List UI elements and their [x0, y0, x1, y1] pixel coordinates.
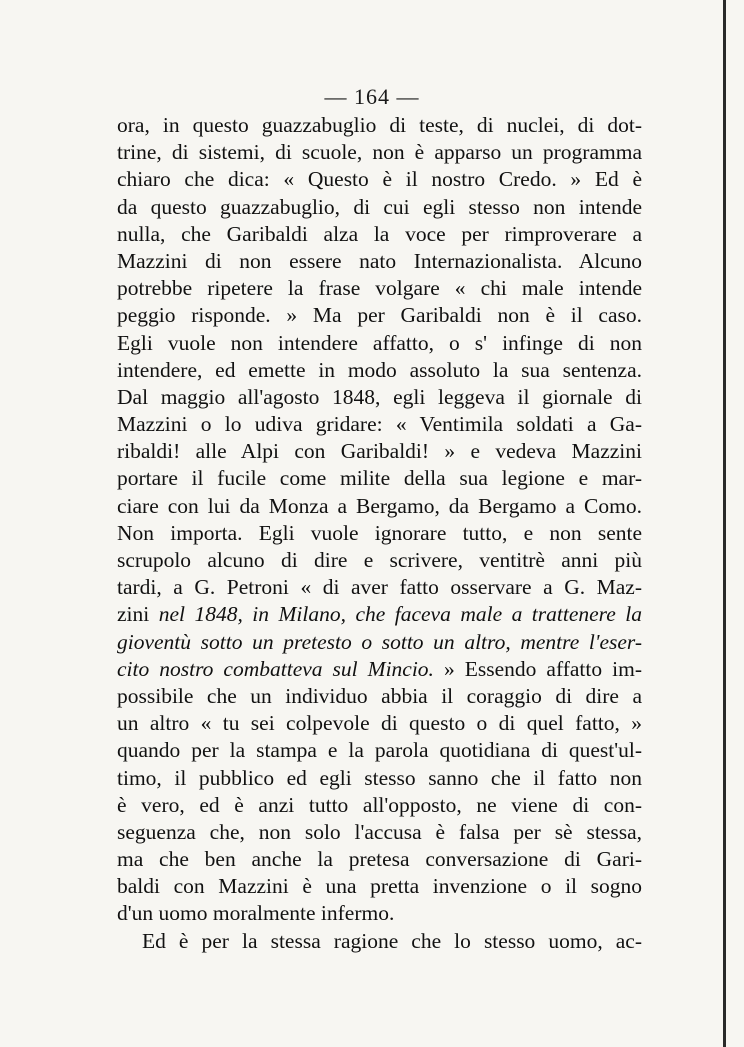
text-line [117, 112, 642, 139]
page-edge-line [723, 0, 726, 1047]
text-segment: intendere, ed emette in modo assoluto la sua sentenza. [117, 357, 642, 382]
text-line [117, 792, 642, 819]
text-line [117, 765, 642, 792]
text-line [117, 710, 642, 737]
text-segment: chiaro che dica: « Questo è il nostro Credo. » Ed è [117, 167, 642, 192]
text-line [117, 683, 642, 710]
text-segment: ora, in questo guazzabuglio di teste, di nuclei, di dot- [117, 113, 642, 137]
text-line [117, 900, 642, 927]
text-segment: Mazzini di non essere nato Internazionalista. Alcuno [117, 248, 642, 273]
text-segment: » Essendo affatto im- [433, 656, 642, 681]
text-line [117, 574, 642, 601]
text-line [117, 520, 642, 547]
text-segment: Ed è per la stessa ragione che lo stesso uomo, ac- [142, 928, 642, 953]
text-segment: trine, di sistemi, di scuole, non è apparso un programma [117, 140, 642, 165]
text-line [117, 139, 642, 166]
text-line [117, 547, 642, 574]
text-segment: scrupolo alcuno di dire e scrivere, ventitrè anni più [117, 548, 642, 572]
text-line [117, 194, 642, 221]
text-segment: Mazzini o lo udiva gridare: « Ventimila soldati a Ga- [117, 412, 642, 437]
text-segment: Dal maggio all'agosto 1848, egli leggeva il giornale di [117, 384, 642, 409]
text-line [117, 411, 642, 438]
italic-segment: cito nostro combatteva sul Mincio. [117, 656, 434, 681]
text-segment: d'un uomo moralmente infermo. [117, 901, 395, 926]
text-line [117, 275, 642, 302]
text-segment: nulla, che Garibaldi alza la voce per rimproverare a [117, 221, 642, 246]
text-segment: peggio risponde. » Ma per Garibaldi non è il caso. [117, 303, 642, 328]
text-line [117, 330, 642, 357]
text-segment: è vero, ed è anzi tutto all'opposto, ne viene di con- [117, 792, 642, 817]
text-line [117, 357, 642, 384]
text-line [117, 302, 642, 329]
text-segment: potrebbe ripetere la frase volgare « chi male intende [117, 276, 642, 301]
text-segment: timo, il pubblico ed egli stesso sanno che il fatto non [117, 765, 642, 790]
page-number: — 164 — [324, 84, 420, 109]
text-line [117, 846, 642, 873]
text-segment: baldi con Mazzini è una pretta invenzione o il sogno [117, 874, 642, 899]
italic-segment: nel 1848, in Milano, che faceva male a trattenere la [158, 602, 642, 627]
text-line [117, 221, 642, 248]
text-line [117, 656, 642, 683]
text-line [117, 873, 642, 900]
text-line [117, 629, 642, 656]
text-segment: seguenza che, non solo l'accusa è falsa per sè stessa, [117, 819, 642, 844]
text-line [117, 248, 642, 275]
text-line [117, 384, 642, 411]
text-line [117, 166, 642, 193]
text-segment: tardi, a G. Petroni « di aver fatto osservare a G. Maz- [117, 575, 642, 600]
text-segment: zini [117, 602, 159, 627]
text-segment: ciare con lui da Monza a Bergamo, da Bergamo a Como. [117, 493, 642, 518]
text-line [117, 601, 642, 628]
text-segment: da questo guazzabuglio, di cui egli stesso non intende [117, 194, 642, 219]
text-segment: ma che ben anche la pretesa conversazione di Gari- [117, 847, 642, 872]
italic-segment: gioventù sotto un pretesto o sotto un altro, mentre l'eser- [117, 629, 642, 654]
body-text [117, 112, 642, 955]
text-segment: portare il fucile come milite della sua legione e mar- [117, 466, 642, 491]
text-segment: Egli vuole non intendere affatto, o s' infinge di non [117, 330, 642, 355]
text-line [117, 465, 642, 492]
text-segment: un altro « tu sei colpevole di questo o di quel fatto, » [117, 711, 642, 736]
text-line [117, 493, 642, 520]
text-segment: possibile che un individuo abbia il coraggio di dire a [117, 683, 642, 708]
text-segment: Non importa. Egli vuole ignorare tutto, e non sente [117, 520, 642, 545]
text-line [117, 438, 642, 465]
text-line [117, 928, 642, 955]
text-segment: ribaldi! alle Alpi con Garibaldi! » e vedeva Mazzini [117, 439, 642, 464]
text-line [117, 819, 642, 846]
text-line [117, 737, 642, 764]
text-segment: quando per la stampa e la parola quotidiana di quest'ul- [117, 738, 642, 763]
